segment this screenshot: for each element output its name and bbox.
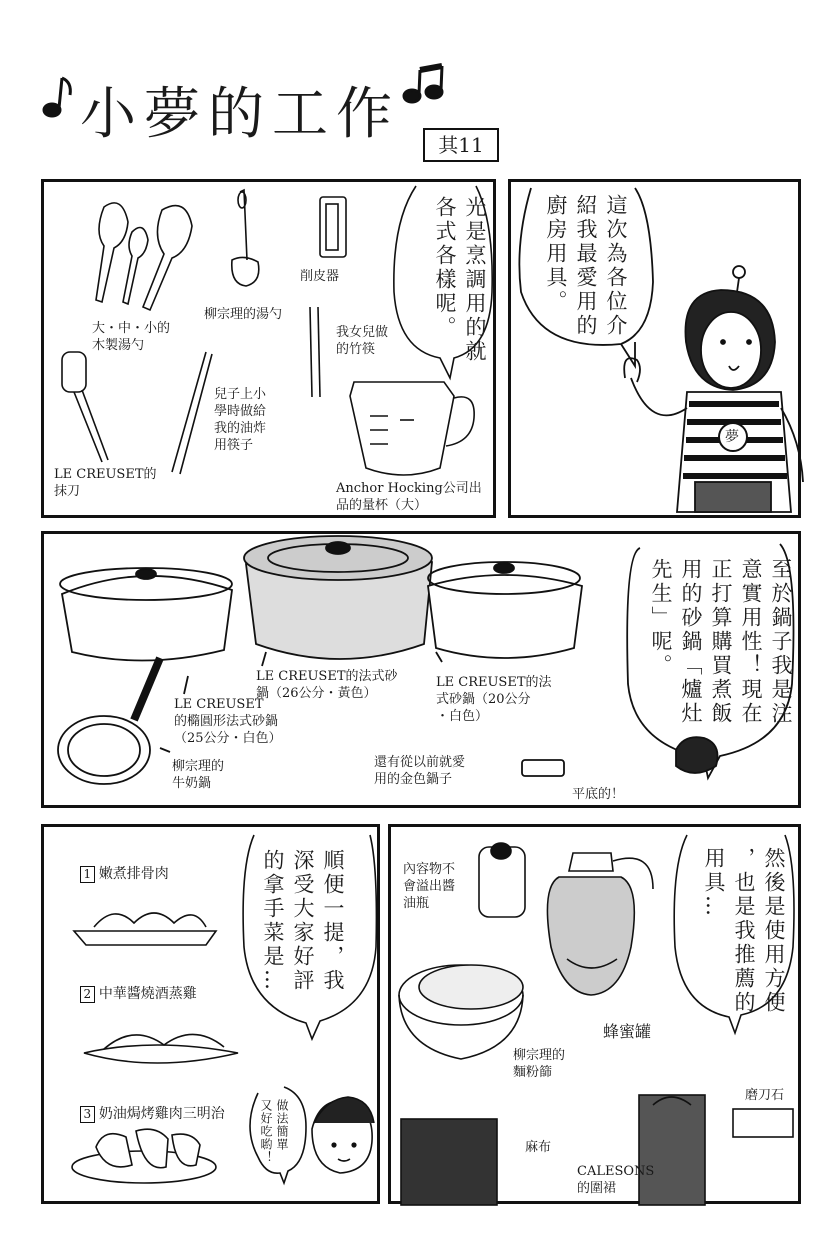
label-flat-bottom: 平底的！ (572, 787, 625, 802)
label-flour-sieve: 柳宗理的 麵粉篩 (513, 1048, 566, 1080)
small-bubble-easy: 做法簡單 又好吃喲！ (259, 1099, 289, 1164)
dish-number: 3 (80, 1106, 95, 1123)
label-oval-pot: LE CREUSET 的橢圓形法式砂鍋 （25公分・白色） (174, 697, 282, 746)
label-small-pot: LE CREUSET的法 式砂鍋（20公分 ・白色） (436, 675, 552, 724)
label-peeler: 削皮器 (300, 269, 340, 284)
speech-bubble-dishes: 順便一提，我 深受大家好評 的拿手菜是… (261, 849, 345, 993)
dish-3 (62, 1089, 225, 1140)
dish-number: 1 (80, 866, 95, 883)
dish-name: 中華醬燒酒蒸雞 (98, 986, 197, 1002)
dish-1 (62, 849, 169, 900)
panel-tools (388, 824, 801, 1204)
label-ladle: 柳宗理的湯勺 (204, 307, 283, 322)
label-gold-pot: 還有從以前就愛 用的金色鍋子 (374, 755, 466, 787)
label-big-pot: LE CREUSET的法式砂 鍋（26公分・黃色） (256, 669, 398, 701)
label-fry-chopsticks: 兒子上小 學時做給 我的油炸 用筷子 (214, 387, 267, 453)
label-spatula: LE CREUSET的 抹刀 (54, 467, 157, 499)
label-apron: CALESONS 的圍裙 (577, 1164, 655, 1196)
label-honey-pot: 蜂蜜罐 (603, 1022, 652, 1041)
dish-2 (62, 969, 197, 1020)
speech-bubble-intro: 這次為各位介 紹我最愛用的 廚房用具。 (544, 194, 628, 338)
speech-bubble-tools: 然後是使用方便 ，也是我推薦的 用具… (702, 847, 786, 1015)
speech-bubble-pots: 至於鍋子我是注 意實用性！現在 正打算購買煮飯 用的砂鍋「爐灶 先生」呢。 (649, 558, 793, 726)
label-linen-cloth: 麻布 (525, 1140, 552, 1155)
shirt-logo: 夢 (725, 429, 739, 445)
panel-pots (41, 531, 801, 808)
label-whetstone: 磨刀石 (745, 1088, 785, 1103)
speech-bubble-cooking: 光是烹調用的就 各式各樣呢。 (433, 196, 487, 364)
dish-name: 嫩煮排骨肉 (98, 866, 169, 882)
dish-name: 奶油焗烤雞肉三明治 (98, 1106, 225, 1122)
panel-utensils (41, 179, 496, 518)
dish-number: 2 (80, 986, 95, 1003)
label-milk-pan: 柳宗理的 牛奶鍋 (172, 759, 225, 791)
label-measuring-cup: Anchor Hocking公司出 品的量杯（大） (336, 481, 482, 513)
episode-number: 其11 (423, 128, 499, 162)
page-title: 小夢的工作 (80, 82, 400, 147)
panel-character (508, 179, 801, 518)
label-chopsticks: 我女兒做 的竹筷 (336, 325, 389, 357)
label-soy-bottle: 內容物不 會溢出醬 油瓶 (403, 862, 456, 911)
label-wooden-spoons: 大・中・小的 木製湯勺 (92, 321, 171, 353)
panel-dishes (41, 824, 380, 1204)
